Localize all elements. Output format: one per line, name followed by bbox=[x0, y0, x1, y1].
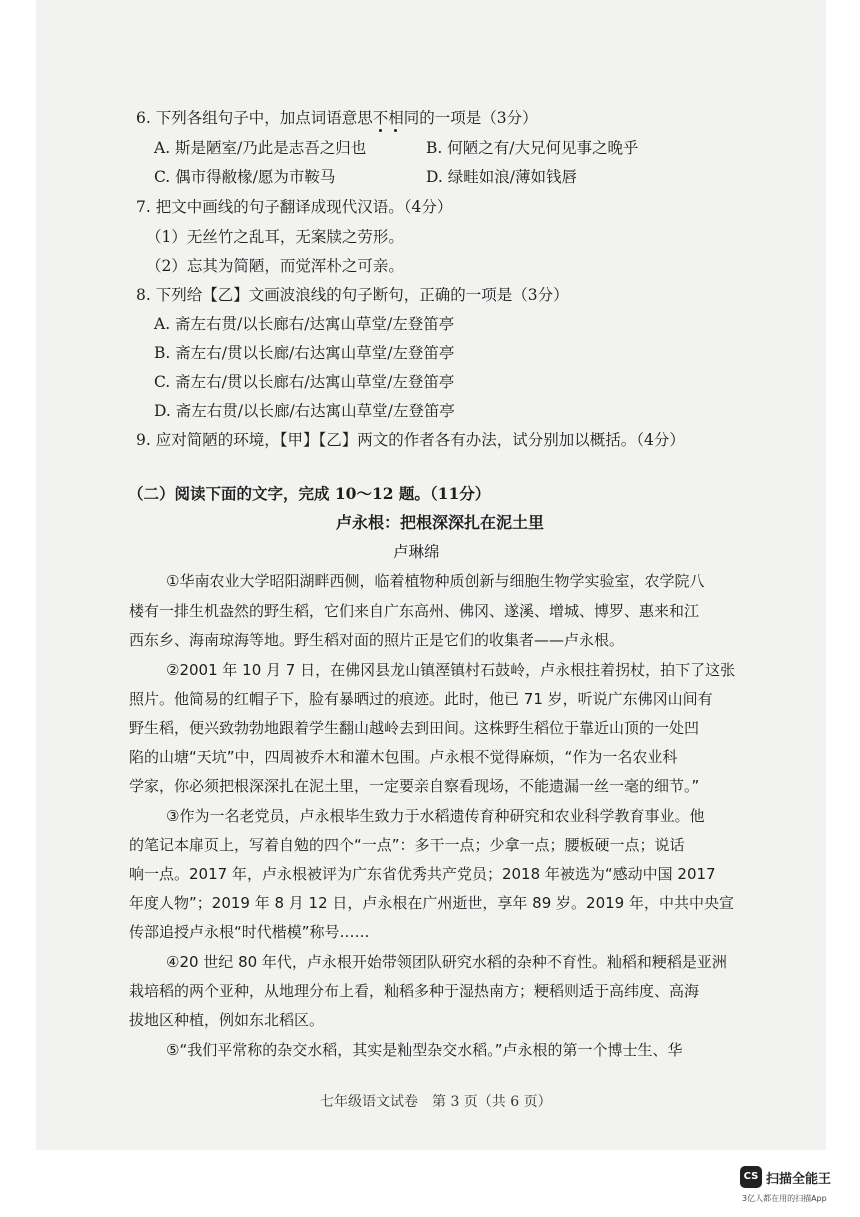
page-footer: 七年级语文试卷 第 3 页（共 6 页） bbox=[320, 1094, 552, 1110]
article-line: ⑤“我们平常称的杂交水稻，其实是籼型杂交水稻。”卢永根的第一个博士生、华 bbox=[166, 1041, 683, 1059]
camscanner-logo-icon: CS bbox=[740, 1166, 762, 1188]
watermark-tagline: 3亿人都在用的扫描App bbox=[742, 1194, 827, 1203]
article-line: 响一点。2017 年，卢永根被评为广东省优秀共产党员；2018 年被选为“感动中国 2017 bbox=[129, 865, 716, 883]
q6-option-c: C. 偶市得敝椽/愿为市鞍马 bbox=[154, 168, 336, 186]
article-line: ②2001 年 10 月 7 日，在佛冈县龙山镇溼镇村石鼓岭，卢永根拄着拐杖，拍下了这张 bbox=[166, 661, 736, 679]
q9-stem: 9. 应对简陋的环境，【甲】【乙】两文的作者各有办法，试分别加以概括。（4分） bbox=[136, 431, 685, 449]
article-title: 卢永根：把根深深扎在泥土里 bbox=[336, 513, 545, 532]
watermark-app-name: 扫描全能王 bbox=[766, 1172, 832, 1187]
article-line: 楼有一排生机盎然的野生稻，它们来自广东高州、佛冈、遂溪、增城、博罗、惠来和江 bbox=[129, 602, 700, 620]
article-line: ③作为一名老党员，卢永根毕生致力于水稻遗传育种研究和农业科学教育事业。他 bbox=[166, 807, 705, 825]
q6-stem: 6. 下列各组句子中，加点词语意思不相同的一项是（3分） bbox=[136, 109, 538, 127]
article-author: 卢琳绵 bbox=[393, 543, 440, 561]
article-line: ①华南农业大学昭阳湖畔西侧，临着植物种质创新与细胞生物学实验室，农学院八 bbox=[166, 572, 705, 590]
scanner-watermark bbox=[740, 1166, 852, 1208]
article-line: 拔地区种植，例如东北稻区。 bbox=[129, 1011, 325, 1029]
q8-option-c: C. 斋左右/贯以长廊右/达寓山草堂/左登笛亭 bbox=[154, 373, 455, 391]
q8-option-d: D. 斋左右贯/以长廊/右达寓山草堂/左登笛亭 bbox=[154, 402, 455, 420]
q6-option-d: D. 绿畦如浪/薄如钱唇 bbox=[426, 168, 577, 186]
section-heading: （二）阅读下面的文字，完成 10～12 题。（11分） bbox=[128, 484, 491, 503]
article-line: 传部追授卢永根“时代楷模”称号…… bbox=[129, 923, 370, 941]
q8-option-a: A. 斋左右贯/以长廊右/达寓山草堂/左登笛亭 bbox=[154, 315, 455, 333]
article-line: 的笔记本扉页上，写着自勉的四个“一点”：多干一点；少拿一点；腰板硬一点；说话 bbox=[129, 836, 685, 854]
article-line: 西东乡、海南琼海等地。野生稻对面的照片正是它们的收集者——卢永根。 bbox=[129, 631, 625, 649]
article-line: ④20 世纪 80 年代，卢永根开始带领团队研究水稻的杂种不育性。籼稻和粳稻是亚洲 bbox=[166, 953, 727, 971]
q7-sentence-1: （1）无丝竹之乱耳，无案牍之劳形。 bbox=[146, 228, 404, 246]
article-line: 陷的山塘“天坑”中，四周被乔木和灌木包围。卢永根不觉得麻烦，“作为一名农业科 bbox=[129, 748, 678, 766]
article-line: 野生稻，便兴致勃勃地跟着学生翻山越岭去到田间。这株野生稻位于靠近山顶的一处凹 bbox=[129, 719, 700, 737]
q6-option-a: A. 斯是陋室/乃此是志吾之归也 bbox=[154, 139, 367, 157]
exam-page bbox=[36, 0, 826, 1150]
article-line: 年度人物”；2019 年 8 月 12 日，卢永根在广州逝世，享年 89 岁。2019 年，中共中央宣 bbox=[129, 894, 734, 912]
q7-stem: 7. 把文中画线的句子翻译成现代汉语。（4分） bbox=[136, 198, 453, 216]
article-line: 学家，你必须把根深深扎在泥土里，一定要亲自察看现场，不能遗漏一丝一毫的细节。” bbox=[129, 777, 700, 795]
article-line: 栽培稻的两个亚种，从地理分布上看，籼稻多种于湿热南方；粳稻则适于高纬度、高海 bbox=[129, 982, 700, 1000]
article-line: 照片。他简易的红帽子下，脸有暴晒过的痕迹。此时，他已 71 岁，听说广东佛冈山间有 bbox=[129, 690, 713, 708]
q8-option-b: B. 斋左右/贯以长廊/右达寓山草堂/左登笛亭 bbox=[154, 344, 455, 362]
q8-stem: 8. 下列给【乙】文画波浪线的句子断句，正确的一项是（3分） bbox=[136, 286, 569, 304]
q7-sentence-2: （2）忘其为简陋，而觉浑朴之可亲。 bbox=[146, 257, 404, 275]
q6-option-b: B. 何陋之有/大兄何见事之晚乎 bbox=[426, 139, 639, 157]
